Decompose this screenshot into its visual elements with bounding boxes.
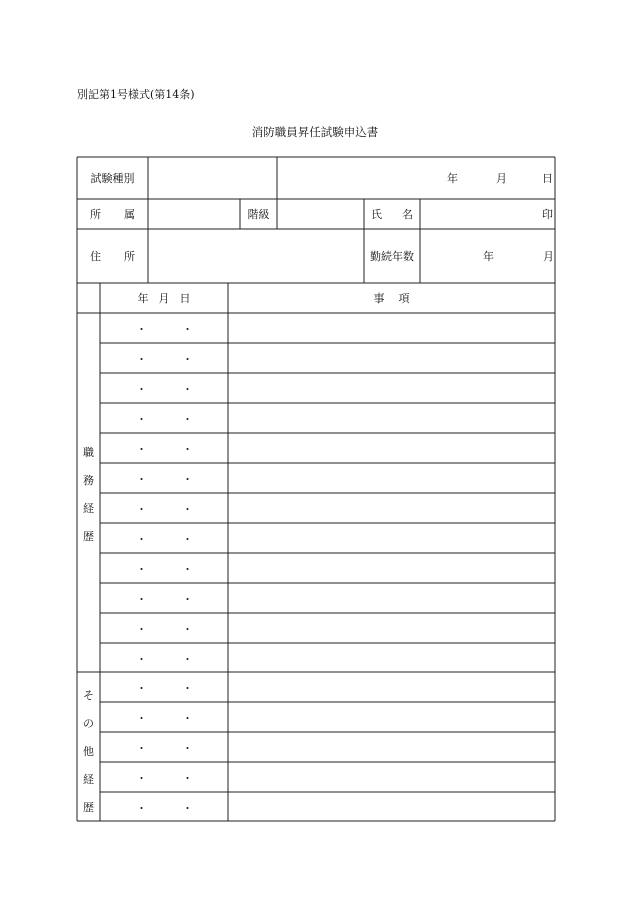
date-separator: ・ (182, 563, 193, 576)
affiliation-label: 所 属 (90, 208, 135, 221)
history-row[interactable] (100, 343, 555, 373)
affiliation-field[interactable] (148, 199, 240, 229)
date-separator: ・ (182, 682, 193, 695)
date-separator: ・ (136, 682, 147, 695)
date-separator: ・ (182, 712, 193, 725)
history-row[interactable] (100, 732, 555, 762)
date-separator: ・ (182, 742, 193, 755)
name-label: 氏 名 (371, 208, 413, 221)
service-month-label: 月 (543, 250, 554, 263)
date-separator: ・ (136, 413, 147, 426)
history-row[interactable] (100, 792, 555, 821)
exam-type-label: 試験種別 (90, 172, 135, 185)
date-day-label: 日 (542, 172, 553, 185)
history-row[interactable] (100, 762, 555, 792)
date-separator: ・ (136, 742, 147, 755)
history-row[interactable] (100, 702, 555, 732)
form-number: 別記第1号様式(第14条) (77, 88, 195, 101)
history-row[interactable] (100, 523, 555, 553)
date-separator: ・ (136, 623, 147, 636)
history-row[interactable] (100, 583, 555, 613)
date-separator: ・ (136, 712, 147, 725)
seal-label: 印 (542, 208, 553, 221)
date-separator: ・ (136, 563, 147, 576)
other-history-label: そ の 他 経 歴 (83, 689, 94, 814)
date-column-header: 年 月 日 (137, 292, 191, 305)
address-label: 住 所 (90, 250, 135, 263)
date-separator: ・ (136, 772, 147, 785)
document-title: 消防職員昇任試験申込書 (251, 125, 379, 139)
job-history-label: 職 務 経 歴 (83, 446, 94, 543)
date-separator: ・ (182, 801, 193, 815)
date-separator: ・ (136, 443, 147, 456)
date-separator: ・ (136, 503, 147, 516)
date-separator: ・ (136, 473, 147, 486)
matter-column-header: 事 項 (373, 292, 410, 305)
date-separator: ・ (136, 593, 147, 606)
date-separator: ・ (182, 593, 193, 606)
history-row[interactable] (100, 433, 555, 463)
years-of-service-field[interactable] (420, 229, 555, 283)
history-row[interactable] (100, 373, 555, 403)
date-separator: ・ (182, 353, 193, 366)
exam-type-field[interactable] (148, 157, 276, 199)
date-separator: ・ (136, 323, 147, 336)
application-date-field[interactable] (277, 157, 555, 199)
date-separator: ・ (136, 533, 147, 546)
history-row[interactable] (100, 403, 555, 433)
date-separator: ・ (182, 503, 193, 516)
date-separator: ・ (136, 353, 147, 366)
service-year-label: 年 (483, 250, 494, 263)
rank-field[interactable] (277, 199, 364, 229)
history-row[interactable] (100, 643, 555, 672)
date-separator: ・ (182, 473, 193, 486)
history-row[interactable] (100, 553, 555, 583)
date-separator: ・ (136, 652, 147, 666)
date-separator: ・ (182, 413, 193, 426)
years-of-service-label: 勤続年数 (370, 250, 414, 263)
history-row[interactable] (100, 313, 555, 343)
date-separator: ・ (182, 652, 193, 666)
date-separator: ・ (182, 323, 193, 336)
date-separator: ・ (136, 801, 147, 815)
date-month-label: 月 (496, 172, 507, 185)
rank-label: 階級 (247, 208, 270, 221)
name-field[interactable] (420, 199, 555, 229)
date-separator: ・ (182, 772, 193, 785)
date-separator: ・ (182, 533, 193, 546)
date-separator: ・ (182, 623, 193, 636)
date-separator: ・ (136, 383, 147, 396)
date-separator: ・ (182, 383, 193, 396)
history-row[interactable] (100, 493, 555, 523)
history-row[interactable] (100, 463, 555, 493)
address-field[interactable] (148, 229, 364, 283)
history-row[interactable] (100, 613, 555, 643)
date-year-label: 年 (447, 172, 458, 185)
date-separator: ・ (182, 443, 193, 456)
history-row[interactable] (100, 672, 555, 702)
